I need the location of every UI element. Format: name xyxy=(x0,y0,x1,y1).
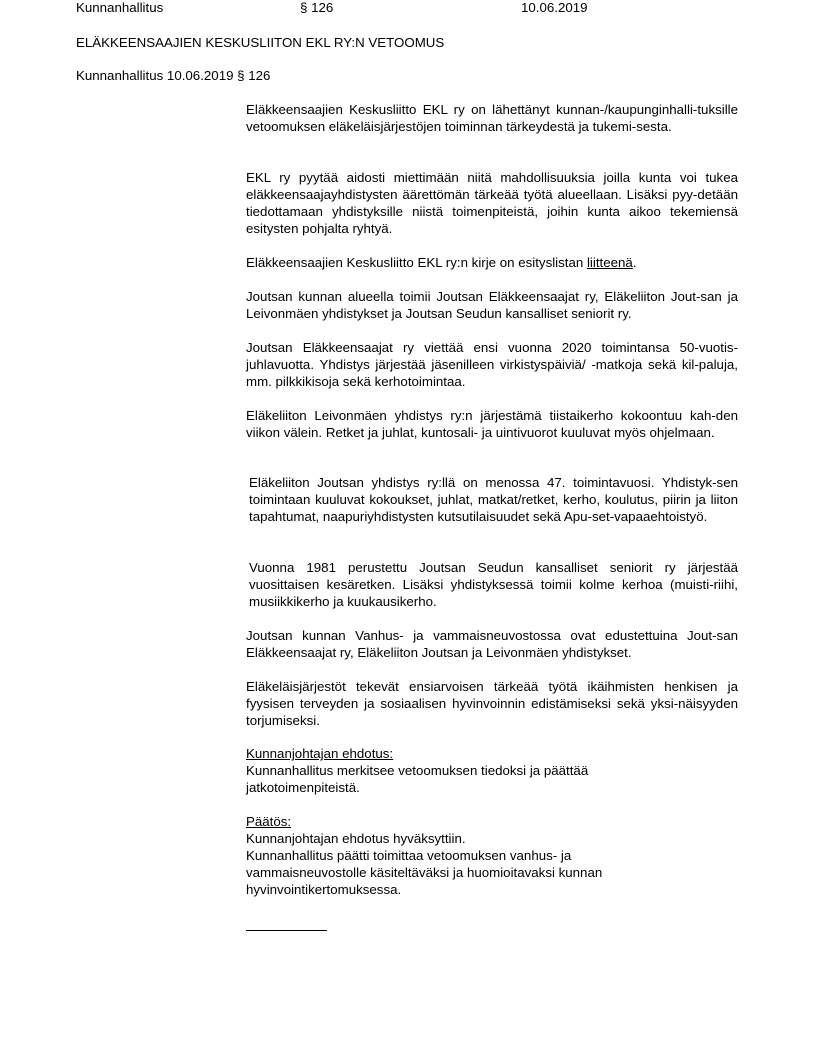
header-body-name: Kunnanhallitus xyxy=(76,0,164,15)
paragraph-seniorit: Vuonna 1981 perustettu Joutsan Seudun kansalliset seniorit ry järjestää vuosittaisen kesäretken. Lisäksi yhdistyksessä toimii kolme kerhoa (muisti-riihi, musiikkikerho ja kuukausikerho. xyxy=(249,560,738,609)
paragraph-importance: Eläkeläisjärjestöt tekevät ensiarvoisen tärkeää työtä ikäihmisten henkisen ja fyysisen terveyden ja sosiaalisen hyvinvoinnin edistämiseksi sekä yksi-näisyyden torjumiseksi. xyxy=(246,679,738,728)
meeting-reference: Kunnanhallitus 10.06.2019 § 126 xyxy=(76,68,271,83)
paragraph-attachment xyxy=(246,254,738,271)
attachment-link[interactable]: liitteenä xyxy=(586,255,633,270)
decision-text-line: Kunnanhallitus päätti toimittaa vetoomuksen vanhus- ja xyxy=(246,848,572,863)
decision-text-line: hyvinvointikertomuksessa. xyxy=(246,882,402,897)
paragraph-local-associations: Joutsan kunnan alueella toimii Joutsan Eläkkeensaajat ry, Eläkeliiton Jout-san ja Leivonmäen yhdistykset ja Joutsan Seudun kansalliset seniorit ry. xyxy=(246,289,738,321)
proposal-text-line: jatkotoimenpiteistä. xyxy=(246,780,360,795)
paragraph-council: Joutsan kunnan Vanhus- ja vammaisneuvostossa ovat edustettuina Jout-san Eläkkeensaajat ry, Eläkeliiton Joutsan ja Leivonmäen yhdistykset. xyxy=(246,628,738,660)
proposal-text-line: Kunnanhallitus merkitsee vetoomuksen tiedoksi ja päättää xyxy=(246,763,589,778)
header-section-number: § 126 xyxy=(300,0,334,15)
decision-heading: Päätös: xyxy=(246,814,292,829)
paragraph-joutsan-elakkeensaajat: Joutsan Eläkkeensaajat ry viettää ensi vuonna 2020 toimintansa 50-vuotis-juhlavuotta. Yhdistys järjestää jäsenilleen virkistyspäiviä/ -matkoja sekä kil-paluja, mm. pilkkikisoja sekä kerhotoimintaa. xyxy=(246,340,738,389)
paragraph-joutsan-elakeliitto: Eläkeliiton Joutsan yhdistys ry:llä on menossa 47. toimintavuosi. Yhdistyk-sen toimintaan kuuluvat kokoukset, juhlat, matkat/retket, kerho, koulutus, piirin ja liiton tapahtumat, naapuriyhdistysten kutsutilaisuudet sekä Apu-set-vapaaehtoistyö. xyxy=(249,475,738,524)
document-title: ELÄKKEENSAAJIEN KESKUSLIITON EKL RY:N VETOOMUS xyxy=(76,35,445,50)
closing-rule xyxy=(246,930,327,931)
paragraph-intro: Eläkkeensaajien Keskusliitto EKL ry on lähettänyt kunnan-/kaupunginhalli-tuksille vetoomuksen eläkeläisjärjestöjen toiminnan tärkeydestä ja tukemi-sesta. xyxy=(246,102,738,134)
proposal-heading: Kunnanjohtajan ehdotus: xyxy=(246,746,394,761)
paragraph-request: EKL ry pyytää aidosti miettimään niitä mahdollisuuksia joilla kunta voi tukea eläkkeensaajayhdistysten äärettömän tärkeää työtä alueellaan. Lisäksi pyy-detään tiedottamaan yhdistyksille niistä toimenpiteistä, joihin kunta aikoo tekemiensä esitysten pohjalta ryhtyä. xyxy=(246,170,738,236)
attachment-text: Eläkkeensaajien Keskusliitto EKL ry:n kirje on esityslistan xyxy=(246,255,587,270)
header-date: 10.06.2019 xyxy=(521,0,588,15)
paragraph-leivonmaki: Eläkeliiton Leivonmäen yhdistys ry:n järjestämä tiistaikerho kokoontuu kah-den viikon välein. Retket ja juhlat, kuntosali- ja uintivuorot kuuluvat myös ohjelmaan. xyxy=(246,408,738,440)
decision-text-line: Kunnanjohtajan ehdotus hyväksyttiin. xyxy=(246,831,466,846)
attachment-period: . xyxy=(632,255,637,270)
decision-text-line: vammaisneuvostolle käsiteltäväksi ja huomioitavaksi kunnan xyxy=(246,865,603,880)
